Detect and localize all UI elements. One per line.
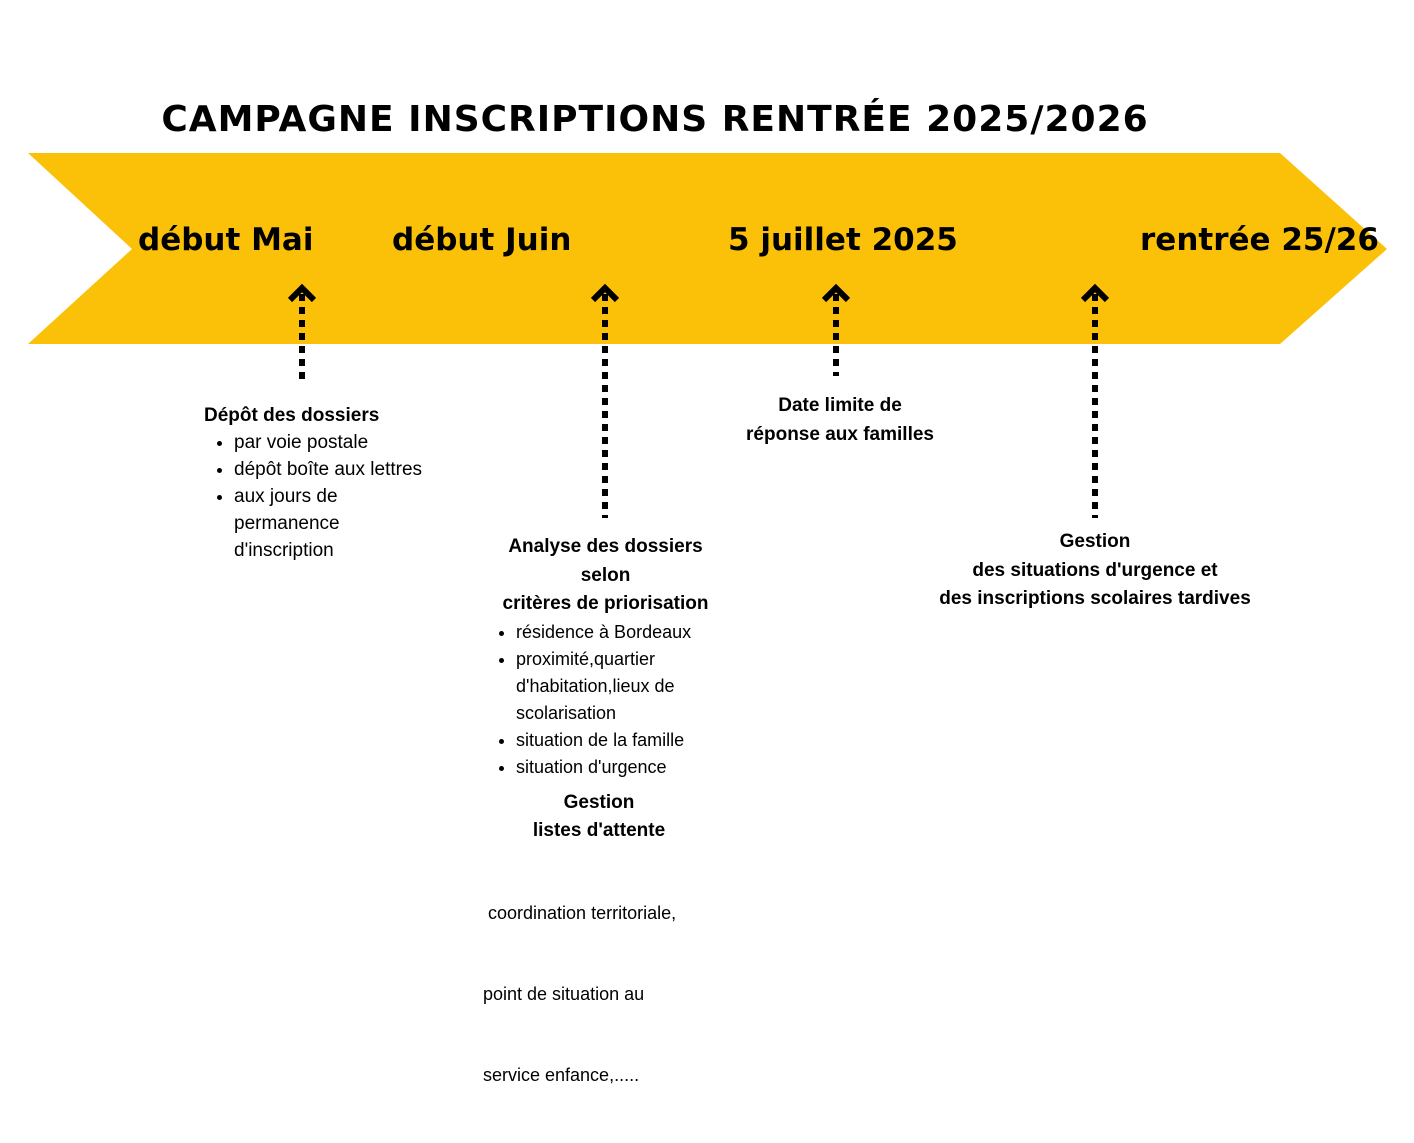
page-title: CAMPAGNE INSCRIPTIONS RENTRÉE 2025/2026 [161,99,1149,140]
limite-block [730,392,950,449]
analyse-heading [483,533,728,619]
list-item: • résidence à Bordeaux [516,619,728,646]
attente-text-line: service enfance,..... [483,1064,640,1085]
gestion-heading-line: des situations d'urgence et [972,559,1218,581]
date-label-juin: début Juin [392,222,572,258]
dotted-arrow-icon [816,280,856,380]
list-item: • situation d'urgence [516,754,728,781]
limite-heading-line: Date limite de [778,395,902,416]
attente-heading [483,789,715,846]
attente-heading-line: listes d'attente [532,820,666,841]
list-item: • proximité,quartier d'habitation,lieux de scolarisation [516,646,728,727]
date-label-juillet: 5 juillet 2025 [728,222,958,258]
attente-text-line: coordination territoriale, [483,902,677,923]
list-item: • aux jours de permanence d'inscription [234,484,424,565]
limite-heading-line: réponse aux familles [746,423,934,445]
gestion-heading-line: des inscriptions scolaires tardives [939,588,1251,609]
date-label-rentree: rentrée 25/26 [1140,222,1379,258]
analyse-list [483,619,728,781]
dotted-arrow-icon [585,280,625,520]
gestion-heading-line: Gestion [1059,531,1131,552]
gestion-block [925,528,1265,614]
analyse-heading-line: critères de priorisation [502,593,709,614]
list-item: • dépôt boîte aux lettres [234,457,424,484]
limite-heading [730,392,950,449]
analyse-heading-line: Analyse des dossiers [508,536,703,557]
date-label-mai: début Mai [138,222,314,258]
depot-block [204,403,424,565]
analyse-heading-line: selon [580,564,631,586]
dotted-arrow-icon [282,280,322,390]
attente-text-line: point de situation au [483,983,645,1004]
dotted-arrow-icon [1075,280,1115,520]
depot-list [204,430,424,565]
depot-heading: Dépôt des dossiers [204,405,380,426]
list-item: • situation de la famille [516,727,728,754]
gestion-heading [925,528,1265,614]
list-item: • par voie postale [234,430,424,457]
attente-text [483,846,728,1143]
attente-heading-line: Gestion [563,791,635,813]
analyse-block [483,533,728,1143]
